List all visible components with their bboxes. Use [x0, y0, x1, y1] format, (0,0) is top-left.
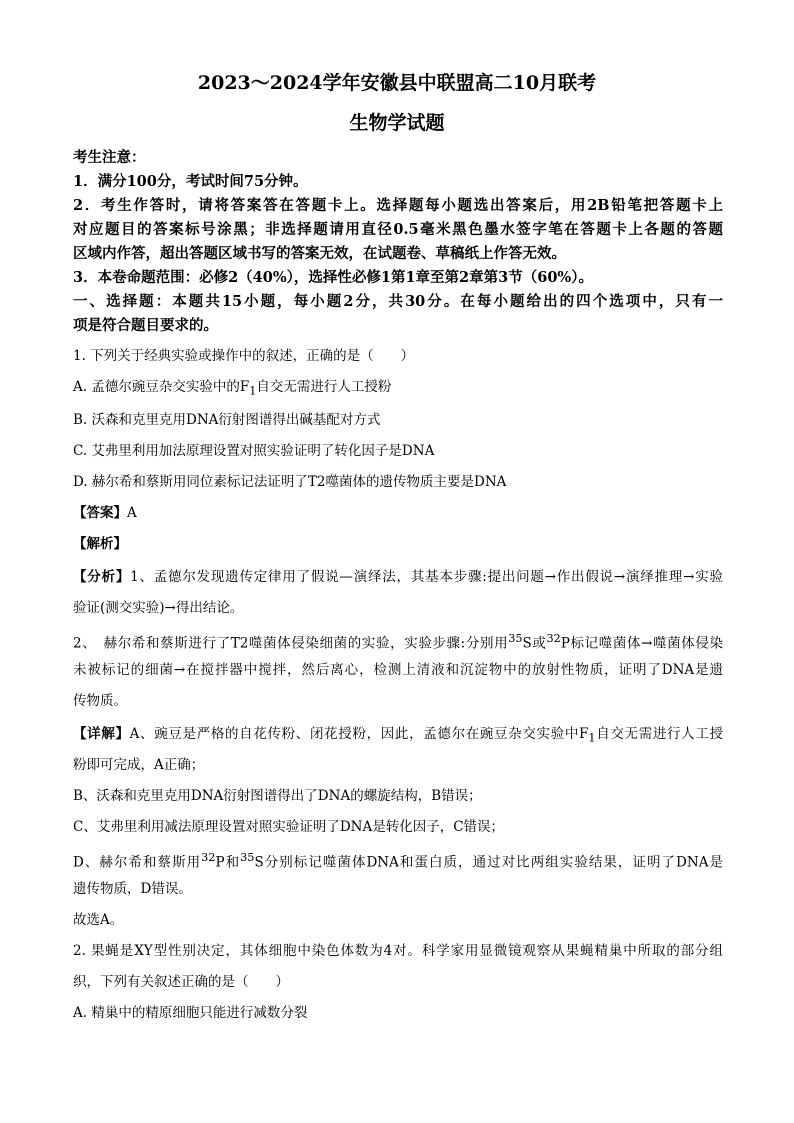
q1-option-b: B. 沃森和克里克用DNA衍射图谱得出碱基配对方式 — [73, 412, 381, 428]
answer-label: 【答案】 — [73, 505, 127, 521]
answer-value: A — [127, 505, 137, 521]
exam-title: 2023～2024学年安徽县中联盟高二10月联考 — [197, 72, 597, 94]
xiangjie-a-text: A、豌豆是严格的自花传粉、闭花授粉，因此，孟德尔在豌豆杂交实验中F — [129, 726, 589, 742]
fenxi-2-text-mid: S或 — [522, 635, 547, 652]
notice-item-3: 3．本卷命题范围：必修2（40%），选择性必修1第1章至第2章第3节（60%）。 — [73, 269, 593, 286]
fenxi-1-line-2: 验证(测交实验)→得出结论。 — [73, 600, 244, 616]
xiangjie-a-subscript: 1 — [588, 731, 596, 745]
xiangjie-a-text-end: 自交无需进行人工授 — [595, 726, 724, 742]
q1-conclusion: 故选A。 — [73, 912, 124, 928]
xiangjie-d-superscript-2: 35 — [240, 851, 255, 864]
xiangjie-d-line-1 — [73, 848, 723, 873]
notice-item-2-line-3: 区域内作答，超出答题区域书写的答案无效，在试题卷、草稿纸上作答无效。 — [73, 245, 566, 262]
notice-item-1: 1．满分100分，考试时间75分钟。 — [73, 173, 308, 190]
fenxi-2-line-2: 未被标记的细菌→在搅拌器中搅拌，然后离心，检测上清液和沉淀物中的放射性物质，证明了DNA是遗 — [73, 662, 723, 678]
q1-option-a — [73, 377, 723, 402]
fenxi-label: 【分析】 — [73, 569, 131, 585]
xiangjie-c: C、艾弗里利用减法原理设置对照实验证明了DNA是转化因子，C错误； — [73, 819, 505, 835]
xiangjie-label: 【详解】 — [73, 726, 130, 742]
notice-item-2-line-2: 对应题目的答案标号涂黑；非选择题请用直径0.5毫米黑色墨水签字笔在答题卡上各题的答题 — [73, 221, 723, 238]
fenxi-2-line-1 — [73, 629, 723, 654]
xiangjie-d-text-end: S分别标记噬菌体DNA和蛋白质，通过对比两组实验结果，证明了DNA是 — [254, 854, 723, 871]
fenxi-1-line-1 — [73, 567, 723, 587]
section-heading-line-2: 项是符合题目要求的。 — [73, 317, 218, 334]
xiangjie-a-line-2: 粉即可完成，A正确； — [73, 757, 205, 773]
q2-stem-line-2: 织，下列有关叙述正确的是（ ） — [73, 974, 289, 990]
xiangjie-d-superscript-1: 32 — [201, 851, 216, 864]
q1-option-a-text-end: 自交无需进行人工授粉 — [256, 379, 392, 395]
fenxi-2-superscript-1: 35 — [508, 632, 523, 645]
q1-option-a-text: A. 孟德尔豌豆杂交实验中的F — [73, 379, 250, 395]
xiangjie-d-text-mid: P和 — [215, 854, 241, 871]
q2-option-a: A. 精巢中的精原细胞只能进行减数分裂 — [73, 1005, 308, 1021]
xiangjie-d-line-2: 遗传物质，D错误。 — [73, 881, 192, 897]
q1-answer — [73, 503, 723, 523]
fenxi-1-text: 1、孟德尔发现遗传定律用了假说—演绎法，其基本步骤:提出问题→作出假说→演绎推理→实验 — [130, 569, 723, 585]
q1-stem: 1. 下列关于经典实验或操作中的叙述，正确的是（ ） — [73, 348, 415, 364]
xiangjie-a-line-1 — [73, 724, 723, 749]
fenxi-2-superscript-2: 32 — [546, 632, 561, 645]
analysis-label: 【解析】 — [73, 536, 127, 552]
fenxi-2-text: 2、 赫尔希和蔡斯进行了T2噬菌体侵染细菌的实验，实验步骤:分别用 — [73, 635, 509, 652]
fenxi-2-text-end: P标记噬菌体→噬菌体侵染 — [560, 635, 723, 652]
xiangjie-d-text: D、赫尔希和蔡斯用 — [73, 854, 202, 871]
q1-option-a-subscript: 1 — [249, 384, 257, 398]
xiangjie-b: B、沃森和克里克用DNA衍射图谱得出了DNA的螺旋结构，B错误； — [73, 788, 482, 804]
q1-option-c: C. 艾弗里利用加法原理设置对照实验证明了转化因子是DNA — [73, 443, 435, 459]
notice-heading: 考生注意： — [73, 149, 146, 166]
fenxi-2-line-3: 传物质。 — [73, 693, 127, 709]
q1-option-d: D. 赫尔希和蔡斯用同位素标记法证明了T2噬菌体的遗传物质主要是DNA — [73, 474, 507, 490]
exam-subtitle: 生物学试题 — [349, 112, 445, 134]
q2-stem-line-1: 2. 果蝇是XY型性别决定，其体细胞中染色体数为4对。科学家用显微镜观察从果蝇精巢中所取的部分组 — [73, 943, 723, 959]
section-heading-line-1: 一、选择题：本题共15小题，每小题2分，共30分。在每小题给出的四个选项中，只有一 — [73, 293, 723, 310]
notice-item-2-line-1: 2．考生作答时，请将答案答在答题卡上。选择题每小题选出答案后，用2B铅笔把答题卡上 — [73, 197, 723, 214]
